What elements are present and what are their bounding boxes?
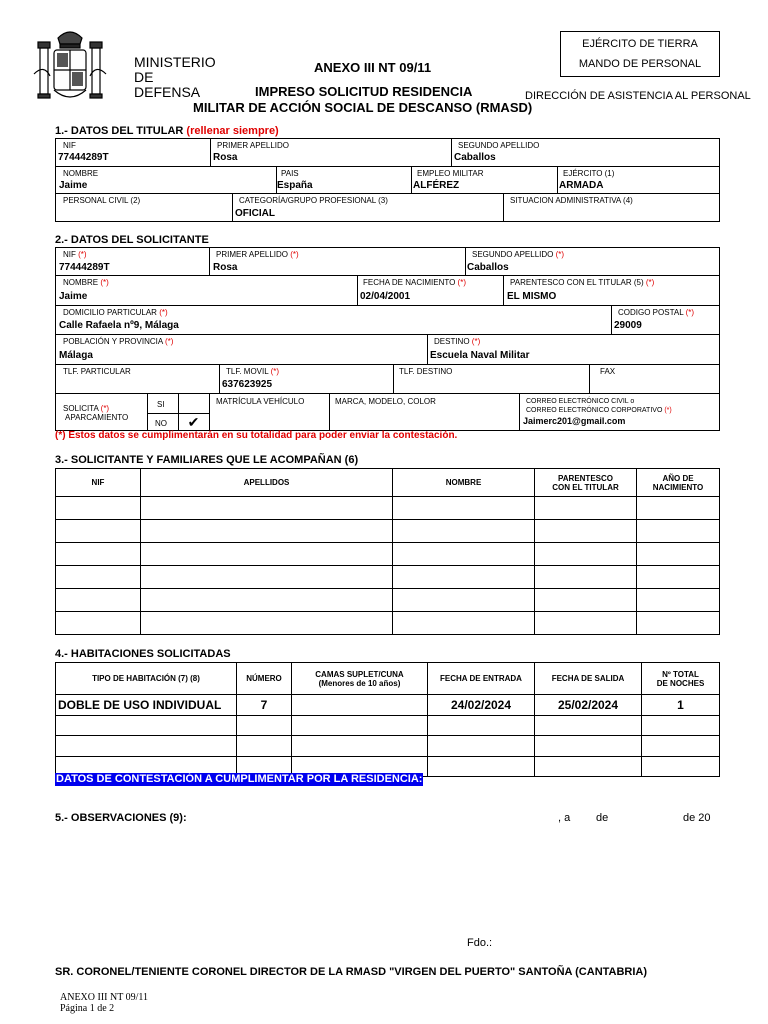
rooms-table [55,662,720,777]
table-row [56,589,720,612]
header-box: EJÉRCITO DE TIERRA MANDO DE PERSONAL [560,31,720,77]
si-checkbox[interactable] [179,394,208,412]
nif-value[interactable]: 77444289T [58,152,109,163]
col-tipo: TIPO DE HABITACIÓN (7) (8) [56,663,237,695]
col-nombre: NOMBRE [393,469,535,497]
ap1-value[interactable]: Rosa [213,152,238,163]
nif-label: NIF [63,250,76,259]
section-4-title: 4.- HABITACIONES SOLICITADAS [55,648,231,660]
nombre-value[interactable]: Jaime [59,291,88,302]
correo-corp-label: CORREO ELECTRÓNICO CORPORATIVO [526,407,663,414]
table-row [56,543,720,566]
cp-label: CODIGO POSTAL [618,308,684,317]
table-row [56,736,720,757]
pais-label: PAIS [281,169,299,178]
empleo-label: EMPLEO MILITAR [417,169,484,178]
ejercito-label: EJÉRCITO (1) [563,169,615,178]
col-numero: NÚMERO [237,663,292,695]
nombre-value[interactable]: Jaime [59,180,88,191]
section-3-title: 3.- SOLICITANTE Y FAMILIARES QUE LE ACOMPAÑAN (6) [55,454,359,466]
place-comma-a: , a [558,812,571,824]
tlf-destino-label: TLF. DESTINO [399,367,453,376]
section-1-title: 1.- DATOS DEL TITULAR (rellenar siempre) [55,125,279,137]
table-row [56,497,720,520]
nombre-label: NOMBRE [63,169,99,178]
table-row [56,566,720,589]
footer-ref: ANEXO III NT 09/11 [60,992,149,1003]
ap1-value[interactable]: Rosa [213,262,238,273]
required-note: (*) Estos datos se cumplimentarán en su totalidad para poder enviar la contestación. [55,430,458,441]
poblacion-value[interactable]: Málaga [59,350,93,361]
domicilio-label: DOMICILIO PARTICULAR [63,308,157,317]
date-de: de [596,812,609,824]
coat-of-arms-icon [30,24,110,112]
correo-value[interactable]: Jaimerc201@gmail.com [523,416,626,426]
ap2-label: SEGUNDO APELLIDO [472,250,554,259]
empleo-value[interactable]: ALFÉREZ [413,180,460,191]
table-row [56,612,720,635]
parentesco-label: PARENTESCO CON EL TITULAR (5) [510,278,644,287]
col-apellidos: APELLIDOS [141,469,393,497]
section-5-title: 5.- OBSERVACIONES (9): [55,812,187,824]
ap1-label: PRIMER APELLIDO [217,141,290,150]
destino-value[interactable]: Escuela Naval Militar [430,350,530,361]
section-2-form: NIF (*) 77444289T PRIMER APELLIDO (*) Rosa SEGUNDO APELLIDO (*) Caballos NOMBRE (*) Jaime FECHA DE NACIMIENTO (*) 02/04/2001 PARENTESCO CON EL TITULAR (5) (*) EL MISMO DOMICILIO PARTICULAR (*) Calle Rafaela nº9, Málaga CODIGO POSTAL (*) 29009 POBLACIÓN Y PROVINCIA (*) Málaga DESTINO (*) Escuela Naval Militar TLF. PARTICULAR TLF. MOVIL (*) 637623925 TLF. DESTINO FAX SOLICITA (*) APARCAMIENTO SI NO ✔ MATRÍCULA VEHÍCULO MARCA, MODELO, COLOR CORREO ELECTRÓNICO CIVIL o CORREO ELECTRÓNICO CORPORATIVO (*) Jaimerc201@gmail.com [55,247,720,431]
col-parentesco: PARENTESCO CON EL TITULAR [535,469,637,497]
col-nif: NIF [56,469,141,497]
domicilio-value[interactable]: Calle Rafaela nº9, Málaga [59,320,179,331]
civil-label: PERSONAL CIVIL (2) [63,196,141,205]
situacion-label: SITUACION ADMINISTRATIVA (4) [510,196,633,205]
tlf-movil-value[interactable]: 637623925 [222,379,273,390]
addressee: SR. CORONEL/TENIENTE CORONEL DIRECTOR DE LA RMASD "VIRGEN DEL PUERTO" SANTOÑA (CANTABRIA) [55,966,648,978]
residence-section-highlight: DATOS DE CONTESTACIÓN A CUMPLIMENTAR POR LA RESIDENCIA: [56,773,423,785]
table-row [56,716,720,736]
fecha-value[interactable]: 02/04/2001 [360,291,411,302]
cp-value[interactable]: 29009 [614,320,642,331]
direction-label: DIRECCIÓN DE ASISTENCIA AL PERSONAL [525,90,751,102]
col-entrada: FECHA DE ENTRADA [428,663,535,695]
ejercito-value[interactable]: ARMADA [559,180,604,191]
no-label: NO [155,419,167,428]
col-salida: FECHA DE SALIDA [535,663,642,695]
col-camas: CAMAS SUPLET/CUNA (Menores de 10 años) [292,663,428,695]
section-1-form [55,138,720,222]
date-de-20: de 20 [683,812,711,824]
nombre-label: NOMBRE [63,278,99,287]
matricula-label: MATRÍCULA VEHÍCULO [216,397,305,406]
poblacion-label: POBLACIÓN Y PROVINCIA [63,337,163,346]
nif-label: NIF [63,141,76,150]
footer-page: Página 1 de 2 [60,1003,115,1014]
col-anio: AÑO DE NACIMIENTO [637,469,720,497]
nif-value[interactable]: 77444289T [59,262,110,273]
tlf-movil-label: TLF. MOVIL [226,367,269,376]
fecha-label: FECHA DE NACIMIENTO [363,278,456,287]
pais-value[interactable]: España [277,180,313,191]
si-label: SI [157,400,165,409]
parentesco-value[interactable]: EL MISMO [507,291,557,302]
fax-label: FAX [600,367,616,376]
correo-civil-label: CORREO ELECTRÓNICO CIVIL o [526,398,635,405]
signature-label: Fdo.: [467,937,493,949]
destino-label: DESTINO [434,337,470,346]
marca-label: MARCA, MODELO, COLOR [335,397,436,406]
ministry-name: MINISTERIO DE DEFENSA [134,54,216,100]
section-2-title: 2.- DATOS DEL SOLICITANTE [55,234,209,246]
table-row: DOBLE DE USO INDIVIDUAL 7 24/02/2024 25/02/2024 1 [56,695,720,716]
ap2-value[interactable]: Caballos [454,152,496,163]
ap2-value[interactable]: Caballos [467,262,509,273]
ap2-label: SEGUNDO APELLIDO [458,141,540,150]
family-table [55,468,720,635]
no-checkbox[interactable]: ✔ [187,414,200,430]
table-row [56,520,720,543]
col-noches: Nº TOTAL DE NOCHES [642,663,720,695]
tlf-particular-label: TLF. PARTICULAR [63,367,131,376]
solicita-label: SOLICITA [63,404,99,413]
categoria-value[interactable]: OFICIAL [235,208,275,219]
form-title-2: MILITAR DE ACCIÓN SOCIAL DE DESCANSO (RMASD) [193,100,533,115]
ap1-label: PRIMER APELLIDO [216,250,289,259]
aparcamiento-label: APARCAMIENTO [65,413,129,422]
annex-title: ANEXO III NT 09/11 [314,60,432,75]
form-title-1: IMPRESO SOLICITUD RESIDENCIA [255,84,473,99]
categoria-label: CATEGORÍA/GRUPO PROFESIONAL (3) [239,196,388,205]
